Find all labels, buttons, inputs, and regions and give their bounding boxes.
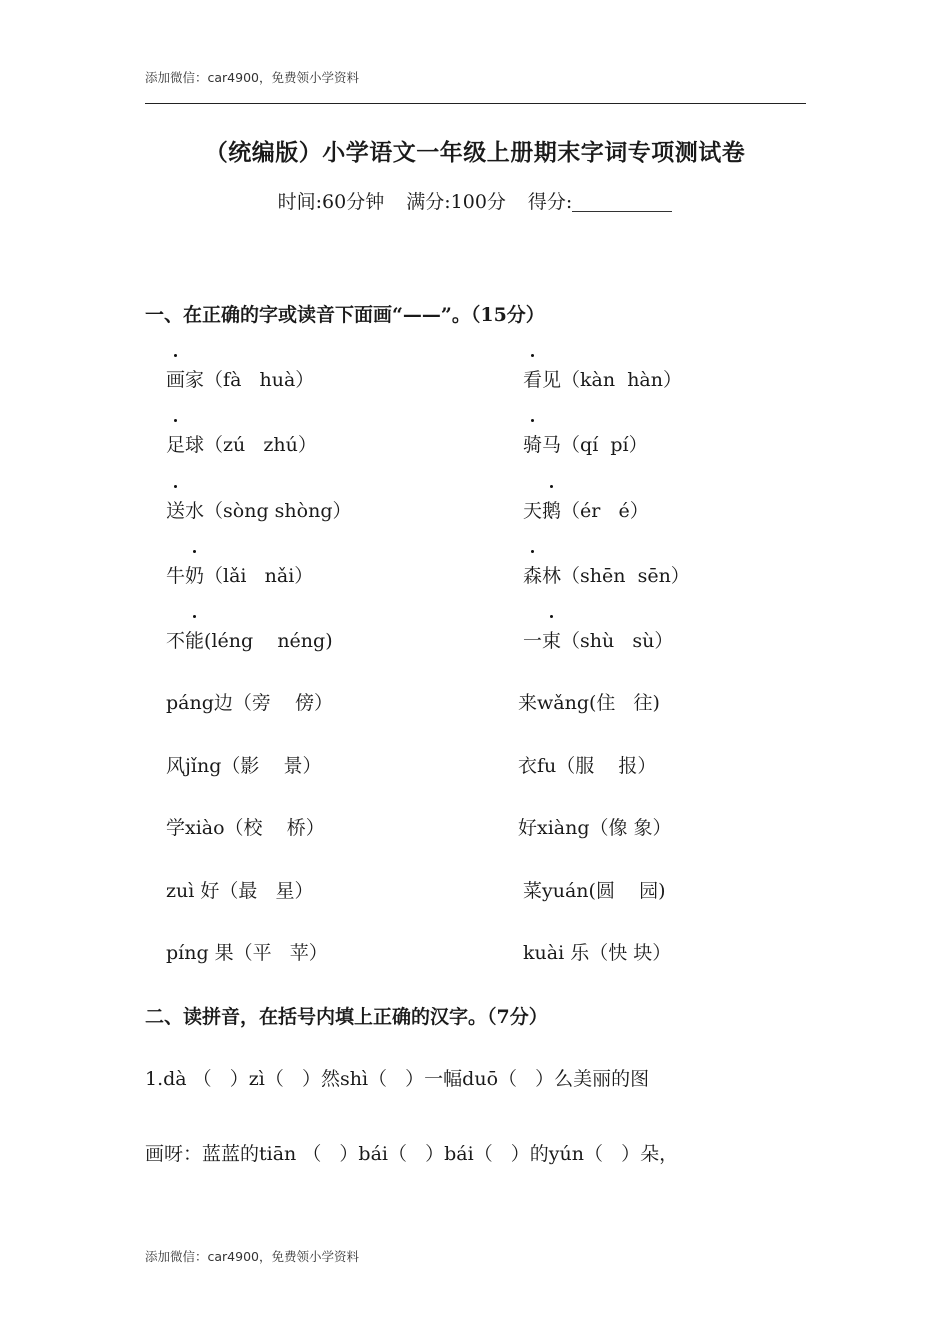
header-rule — [145, 103, 806, 104]
dotted-char: 能 — [185, 626, 204, 653]
word-char: 马 — [542, 434, 562, 456]
item-text: 好xiàng（像 象） — [518, 817, 672, 839]
item-right-9 — [523, 876, 666, 903]
item-right-4 — [523, 561, 690, 588]
dotted-char: 看 — [523, 365, 542, 392]
word-char: 见 — [542, 369, 562, 391]
footer-note: 添加微信：car4900，免费领小学资料 — [145, 1249, 359, 1264]
item-text: píng 果（平 苹） — [166, 942, 328, 964]
item-left-8 — [166, 813, 325, 840]
word-char: 一 — [523, 630, 543, 652]
item-text: zuì 好（最 星） — [166, 880, 314, 902]
item-text: 衣fu（服 报） — [518, 755, 657, 777]
exam-meta — [0, 187, 950, 214]
pinyin-options[interactable]: （shēn sēn） — [561, 565, 690, 587]
item-right-2 — [523, 430, 648, 457]
time-limit: 时间:60分钟 — [277, 191, 385, 213]
pinyin-options[interactable]: （sòng shòng） — [204, 500, 352, 522]
item-left-1 — [166, 365, 314, 392]
dotted-char: 骑 — [523, 430, 542, 457]
pinyin-options[interactable]: （zú zhú） — [204, 434, 317, 456]
item-left-10 — [166, 938, 328, 965]
item-right-5 — [523, 626, 673, 653]
item-right-8 — [518, 813, 672, 840]
dotted-char: 鹅 — [542, 496, 561, 523]
pinyin-options[interactable]: （ér é） — [561, 500, 649, 522]
item-left-2 — [166, 430, 317, 457]
pinyin-options[interactable]: （kàn hàn） — [561, 369, 682, 391]
section1-heading: 一、在正确的字或读音下面画“——”。（15分） — [145, 304, 545, 326]
item-left-7 — [166, 751, 322, 778]
dotted-char: 森 — [523, 561, 542, 588]
word-char: 水 — [185, 500, 205, 522]
item-left-9 — [166, 876, 313, 903]
item-right-1 — [523, 365, 682, 392]
dotted-char: 画 — [166, 365, 185, 392]
item-left-4 — [166, 561, 313, 588]
word-char: 家 — [185, 369, 205, 391]
word-char: 林 — [542, 565, 562, 587]
dotted-char: 送 — [166, 496, 185, 523]
pinyin-options[interactable]: （shù sù） — [561, 630, 674, 652]
pinyin-options[interactable]: （qí pí） — [561, 434, 648, 456]
score-blank[interactable] — [572, 191, 672, 212]
word-char: 牛 — [166, 565, 186, 587]
pinyin-options[interactable]: （fà huà） — [204, 369, 315, 391]
item-left-6 — [166, 688, 333, 715]
word-char: 不 — [166, 630, 186, 652]
question1-line2: 画呀：蓝蓝的tiān （ ）bái（ ）bái（ ）的yún（ ）朵， — [145, 1143, 679, 1165]
question1-line1: 1.dà （ ）zì（ ）然shì（ ）一幅duō（ ）么美丽的图 — [145, 1068, 650, 1090]
score-label: 得分: — [527, 191, 573, 213]
item-text: páng边（旁 傍） — [166, 692, 334, 714]
item-left-5 — [166, 626, 333, 653]
word-char: 球 — [185, 434, 205, 456]
item-right-7 — [518, 751, 656, 778]
pinyin-options[interactable]: （lǎi nǎi） — [204, 565, 314, 587]
header-note: 添加微信：car4900，免费领小学资料 — [145, 70, 359, 85]
item-text: 菜yuán(圆 园) — [523, 880, 666, 902]
item-right-10 — [523, 938, 671, 965]
section2-heading: 二、读拼音，在括号内填上正确的汉字。（7分） — [145, 1006, 548, 1028]
full-score: 满分:100分 — [406, 191, 506, 213]
item-right-3 — [523, 496, 649, 523]
page-title: （统编版）小学语文一年级上册期末字词专项测试卷 — [204, 139, 746, 166]
dotted-char: 奶 — [185, 561, 204, 588]
dotted-char: 足 — [166, 430, 185, 457]
item-left-3 — [166, 496, 352, 523]
item-right-6 — [518, 688, 660, 715]
item-text: kuài 乐（快 块） — [523, 942, 672, 964]
item-text: 来wǎng(住 往) — [518, 692, 660, 714]
item-text: 风jǐng（影 景） — [166, 755, 322, 777]
dotted-char: 束 — [542, 626, 561, 653]
word-char: 天 — [523, 500, 543, 522]
item-text: 学xiào（校 桥） — [166, 817, 325, 839]
pinyin-options[interactable]: (léng néng) — [204, 630, 333, 652]
